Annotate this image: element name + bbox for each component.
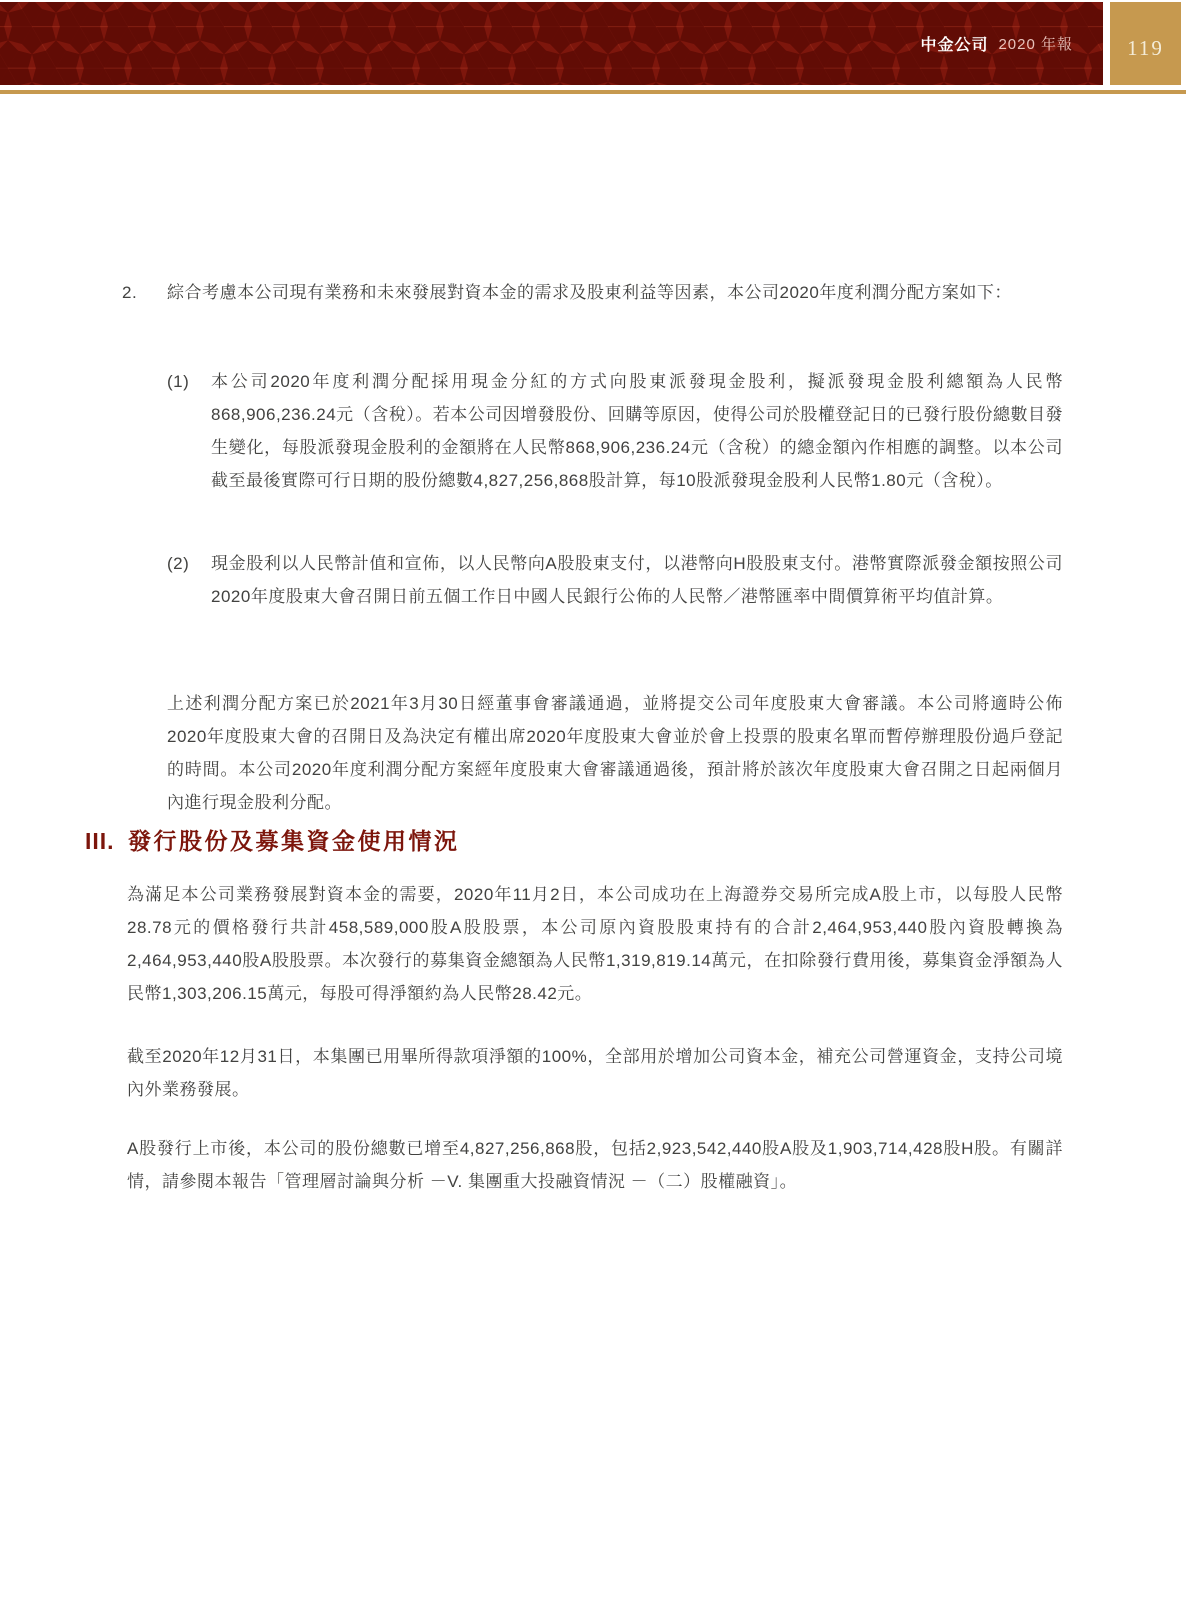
section-paragraph-2: 截至2020年12月31日，本集團已用畢所得款項淨額的100%，全部用於增加公司資本金，補充公司營運資金，支持公司境內外業務發展。 — [127, 1047, 1063, 1099]
section-heading — [85, 824, 460, 858]
company-name: 中金公司 — [920, 37, 989, 54]
header-rule — [0, 90, 1186, 94]
section-paragraph-1: 為滿足本公司業務發展對資本金的需要，2020年11月2日，本公司成功在上海證券交易所完成A股上市，以每股人民幣28.78元的價格發行共計458,589,000股A股股票，本公司原內資股股東持有的合計2,464,953,440股內資股轉換為2,464,953,440股A股股票。本次發行的募集資金總額為人民幣1,319,819.14萬元，在扣除發行費用後，募集資金淨額為人民幣1,303,206.15萬元，每股可得淨額約為人民幣28.42元。 — [127, 885, 1063, 1003]
sub-item-text: 現金股利以人民幣計值和宣佈，以人民幣向A股股東支付，以港幣向H股股東支付。港幣實際派發金額按照公司2020年度股東大會召開日前五個工作日中國人民銀行公佈的人民幣／港幣匯率中間價算術平均值計算。 — [211, 554, 1063, 606]
list-item-text: 綜合考慮本公司現有業務和未來發展對資本金的需求及股東利益等因素，本公司2020年度利潤分配方案如下： — [167, 283, 1012, 302]
sub-item-text: 本公司2020年度利潤分配採用現金分紅的方式向股東派發現金股利，擬派發現金股利總額為人民幣868,906,236.24元（含稅）。若本公司因增發股份、回購等原因，使得公司於股權登記日的已發行股份總數目發生變化，每股派發現金股利的金額將在人民幣868,906,236.24元（含稅）的總金額內作相應的調整。以本公司截至最後實際可行日期的股份總數4,827,256,868股計算，每10股派發現金股利人民幣1.80元（含稅）。 — [211, 372, 1063, 490]
section-title: 發行股份及募集資金使用情況 — [128, 828, 460, 854]
list-item-number: 2. — [122, 283, 138, 302]
page-number: 119 — [1127, 36, 1164, 60]
page-number-box — [1110, 2, 1181, 85]
section-number: III. — [85, 828, 115, 854]
section-paragraph-3: A股發行上市後，本公司的股份總數已增至4,827,256,868股，包括2,923,542,440股A股及1,903,714,428股H股。有關詳情，請參閱本報告「管理層討論與分析 －V. 集團重大投融資情況 －（二）股權融資」。 — [127, 1139, 1063, 1191]
report-year: 2020 年報 — [998, 36, 1073, 53]
closing-paragraph: 上述利潤分配方案已於2021年3月30日經董事會審議通過，並將提交公司年度股東大會審議。本公司將適時公佈2020年度股東大會的召開日及為決定有權出席2020年度股東大會並於會上投票的股東名單而暫停辦理股份過戶登記的時間。本公司2020年度利潤分配方案經年度股東大會審議通過後，預計將於該次年度股東大會召開之日起兩個月內進行現金股利分配。 — [167, 694, 1063, 812]
sub-item-number: (2) — [167, 554, 190, 573]
sub-item-number: (1) — [167, 372, 190, 391]
list-item-2 — [122, 276, 1063, 309]
header-band — [0, 2, 1103, 85]
sub-item-2 — [167, 547, 1063, 613]
sub-item-1 — [167, 365, 1063, 497]
header-brand — [920, 2, 1073, 85]
